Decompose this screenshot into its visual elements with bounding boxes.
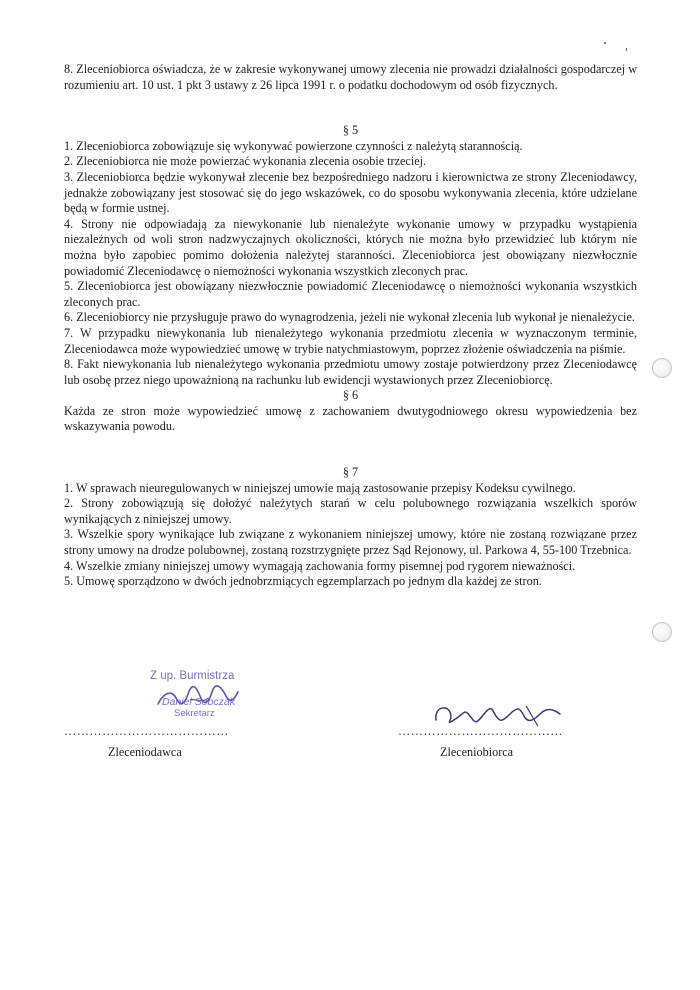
section-5-item-8: 8. Fakt niewykonania lub nienależytego wykonania przedmiotu umowy zostaje potwierdzony przez Zleceniodawcę lub osobę przez niego upoważnioną na rachunku lub ewidencji wystawionych przez Zleceniobiorcę.	[64, 357, 637, 387]
section-5-item-3: 3. Zleceniobiorca będzie wykonywał zlecenie bez bezpośredniego nadzoru i kierownictwa ze strony Zleceniodawcy, jednakże zobowiązany jest stosować się do jego wskazówek, co do sposobu wykonywania zlecenia, które udzielane będą w formie ustnej.	[64, 169, 637, 216]
section-7-item-4: 4. Wszelkie zmiany niniejszej umowy wymagają zachowania formy pisemnej pod rygorem nieważności.	[64, 558, 576, 573]
stamp-line-2: Daniel Sobczak	[162, 696, 235, 708]
section-5-item-4: 4. Strony nie odpowiadają za niewykonanie lub nienależyte wykonanie umowy w przypadku wystąpienia niezależnych od woli stron nadzwyczajnych okoliczności, których nie można było przewidzieć lub którym nie można było zapobiec pomimo dołożenia należytej staranności. Zleceniobiorca jest obowiązany niezwłocznie powiadomić Zleceniodawcę o niemożności wykonania wszystkich zleconych prac.	[64, 216, 637, 278]
stamp-line-3: Sekretarz	[174, 708, 215, 719]
section-5-item-1: 1. Zleceniobiorca zobowiązuje się wykonywać powierzone czynności z należytą starannością.	[64, 138, 523, 153]
scan-speck	[626, 48, 627, 51]
section-7-item-3: 3. Wszelkie spory wynikające lub związane z wykonaniem niniejszej umowy, które nie zostaną rozwiązane przez strony umowy na drodze polubownej, zostaną rozstrzygnięte przez Sąd Rejonowy, ul. Parkowa 4, 55-100 Trzebnica.	[64, 527, 637, 558]
section-5-item-2: 2. Zleceniobiorca nie może powierzać wykonania zlecenia osobie trzeciej.	[64, 154, 427, 169]
official-stamp	[150, 670, 260, 726]
section-7-item-5: 5. Umowę sporządzono w dwóch jednobrzmiących egzemplarzach po jednym dla każdej ze stron.	[64, 574, 542, 589]
scan-speck	[604, 42, 606, 44]
signature-left-icon	[150, 670, 260, 726]
intro-paragraph: 8. Zleceniobiorca oświadcza, że w zakresie wykonywanej umowy zlecenia nie prowadzi działalności gospodarczej w rozumieniu art. 10 ust. 1 pkt 3 ustawy z 26 lipca 1991 r. o podatku dochodowym od osób fizycznych.	[64, 62, 637, 92]
signature-right-label: Zleceniobiorca	[440, 745, 514, 759]
section-6-item-1: Każda ze stron może wypowiedzieć umowę z zachowaniem dwutygodniowego okresu wypowiedzenia bez wskazywania powodu.	[64, 403, 637, 434]
section-5-item-7: 7. W przypadku niewykonania lub nienależytego wykonania przedmiotu zlecenia w wyznaczonym terminie, Zleceniodawca może wypowiedzieć umowę w trybie natychmiastowym, poprzez złożenie oświadczenia na piśmie.	[64, 325, 637, 356]
document-body	[64, 62, 637, 590]
signature-right-block	[398, 724, 563, 760]
signature-left-block	[64, 724, 229, 760]
punch-hole-top	[652, 358, 672, 378]
signature-right-dots: …………………………………	[398, 724, 563, 738]
section-7-heading: § 7	[342, 465, 359, 480]
section-7-item-1: 1. W sprawach nieuregulowanych w niniejszej umowie mają zastosowanie przepisy Kodeksu cywilnego.	[64, 480, 576, 495]
signature-left-label: Zleceniodawca	[108, 745, 182, 759]
section-6-heading: § 6	[342, 388, 359, 403]
section-5-item-5: 5. Zleceniobiorca jest obowiązany niezwłocznie powiadomić Zleceniodawcę o niemożności wykonania wszystkich zleconych prac.	[64, 279, 637, 309]
signature-left-dots: …………………………………	[64, 724, 229, 738]
section-5-item-6: 6. Zleceniobiorcy nie przysługuje prawo do wynagrodzenia, jeżeli nie wykonał zlecenia lub wykonał je nienależycie.	[64, 310, 635, 325]
section-5-heading: § 5	[342, 123, 359, 138]
section-7-item-2: 2. Strony zobowiązują się dołożyć należytych starań w celu polubownego rozwiązania wszelkich sporów wynikających z niniejszej umowy.	[64, 496, 637, 526]
stamp-line-1: Z up. Burmistrza	[150, 670, 235, 682]
punch-hole-bottom	[652, 622, 672, 642]
